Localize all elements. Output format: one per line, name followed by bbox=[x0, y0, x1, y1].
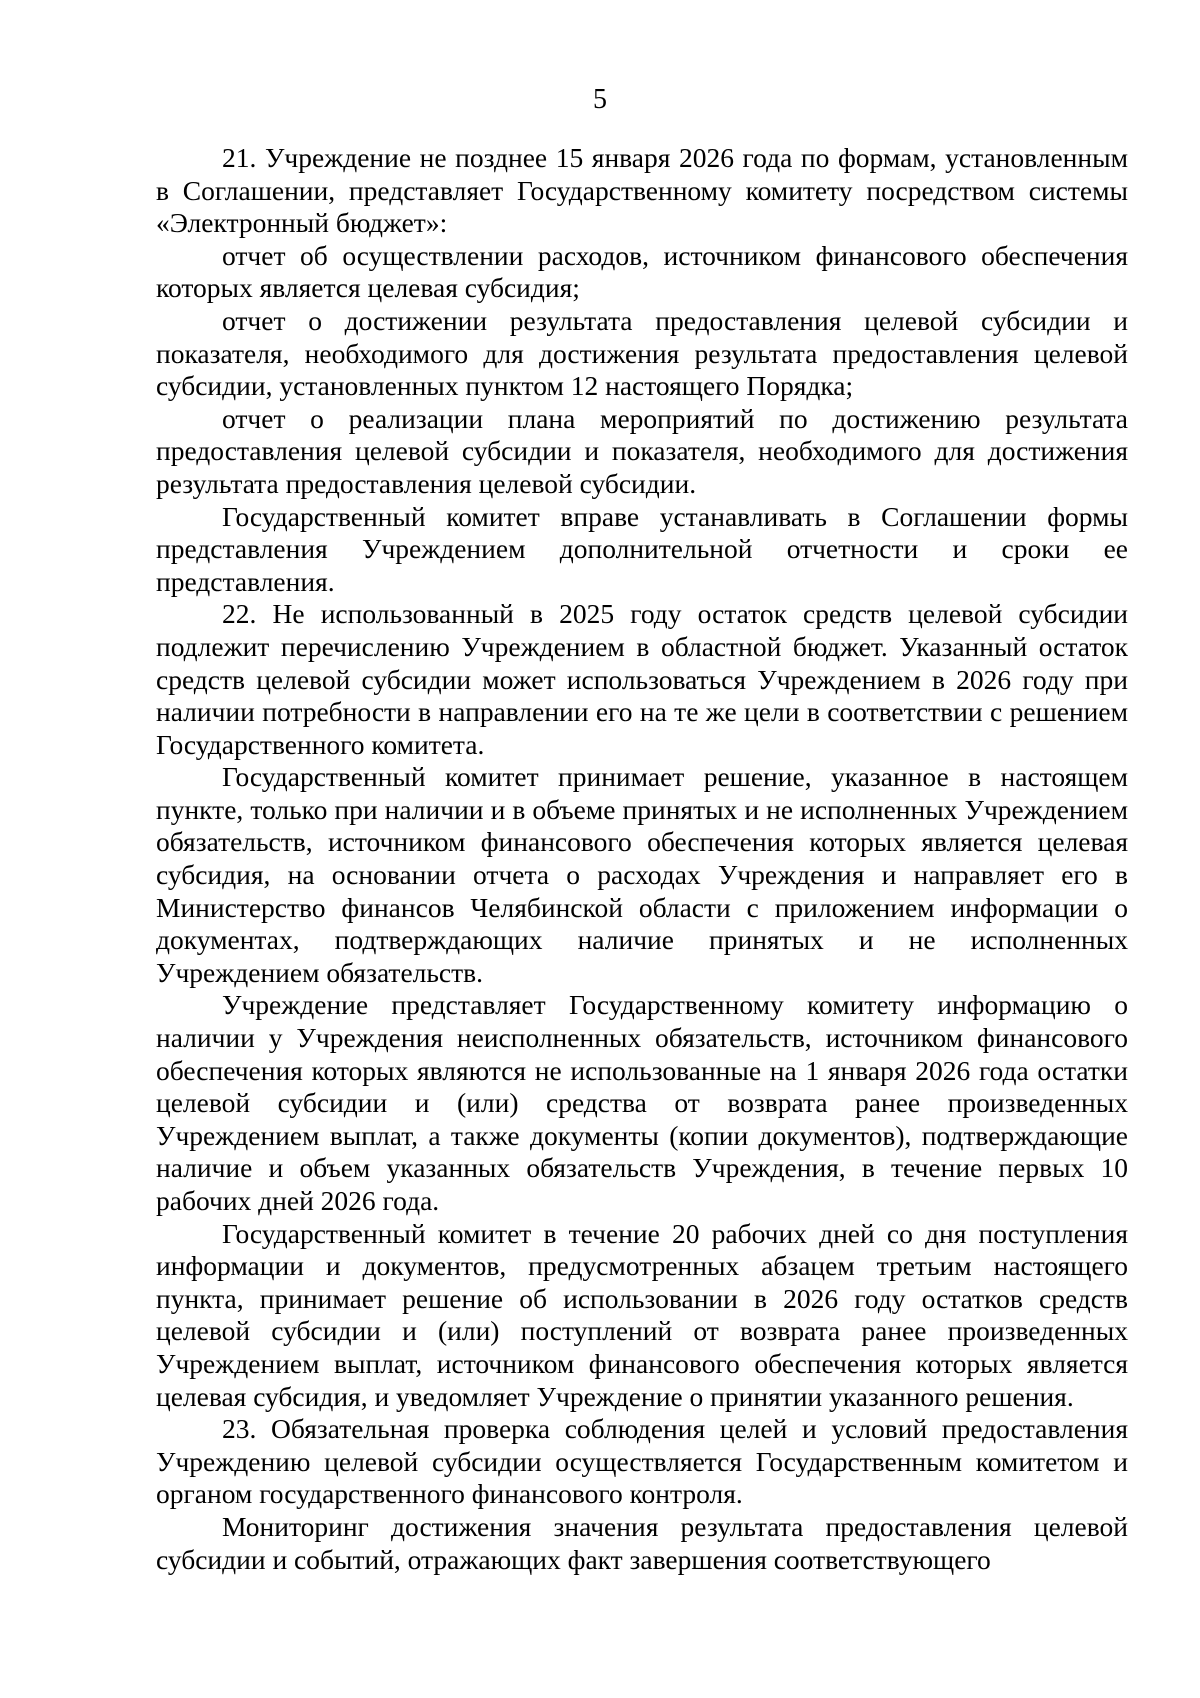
document-body bbox=[156, 142, 1128, 1576]
page-number: 5 bbox=[593, 84, 607, 115]
paragraph-result-report: отчет о достижении результата предоставления целевой субсидии и показателя, необходимого для достижения результата предоставления целевой субсидии, установленных пунктом 12 настоящего Порядка; bbox=[156, 304, 1128, 402]
paragraph-obligations-information: Учреждение представляет Государственному комитету информацию о наличии у Учреждения неисполненных обязательств, источником финансового обеспечения которых являются не использованные на 1 января 2026 года остатки целевой субсидии и (или) средства от возврата ранее произведенных Учреждением выплат, а также документы (копии документов), подтверждающие наличие и объем указанных обязательств Учреждения, в течение первых 10 рабочих дней 2026 года. bbox=[156, 989, 1128, 1216]
paragraph-expense-report: отчет об осуществлении расходов, источником финансового обеспечения которых является целевая субсидия; bbox=[156, 239, 1128, 304]
paragraph-plan-report: отчет о реализации плана мероприятий по достижению результата предоставления целевой субсидии и показателя, необходимого для достижения результата предоставления целевой субсидии. bbox=[156, 402, 1128, 499]
paragraph-decision-timeline: Государственный комитет в течение 20 рабочих дней со дня поступления информации и документов, предусмотренных абзацем третьим настоящего пункта, принимает решение об использовании в 2026 году остатков средств целевой субсидии и (или) поступлений от возврата ранее произведенных Учреждением выплат, источником финансового обеспечения которых является целевая субсидия, и уведомляет Учреждение о принятии указанного решения. bbox=[156, 1217, 1128, 1412]
paragraph-21-intro: 21. Учреждение не позднее 15 января 2026 года по формам, установленным в Соглашении, представляет Государственному комитету посредством системы «Электронный бюджет»: bbox=[156, 142, 1128, 239]
paragraph-monitoring: Мониторинг достижения значения результата предоставления целевой субсидии и событий, отражающих факт завершения соответствующего bbox=[156, 1510, 1128, 1575]
paragraph-22-unused-balance: 22. Не использованный в 2025 году остаток средств целевой субсидии подлежит перечислению Учреждением в областной бюджет. Указанный остаток средств целевой субсидии может использоваться Учреждением в 2026 году при наличии потребности в направлении его на те же цели в соответствии с решением Государственного комитета. bbox=[156, 598, 1128, 760]
paragraph-additional-reporting: Государственный комитет вправе устанавливать в Соглашении формы представления Учреждением дополнительной отчетности и сроки ее представления. bbox=[156, 500, 1128, 597]
paragraph-committee-decision: Государственный комитет принимает решение, указанное в настоящем пункте, только при наличии и в объеме принятых и не исполненных Учреждением обязательств, источником финансового обеспечения которых является целевая субсидия, на основании отчета о расходах Учреждения и направляет его в Министерство финансов Челябинской области с приложением информации о документах, подтверждающих наличие принятых и не исполненных Учреждением обязательств. bbox=[156, 761, 1128, 988]
paragraph-23-verification: 23. Обязательная проверка соблюдения целей и условий предоставления Учреждению целевой субсидии осуществляется Государственным комитетом и органом государственного финансового контроля. bbox=[156, 1413, 1128, 1510]
